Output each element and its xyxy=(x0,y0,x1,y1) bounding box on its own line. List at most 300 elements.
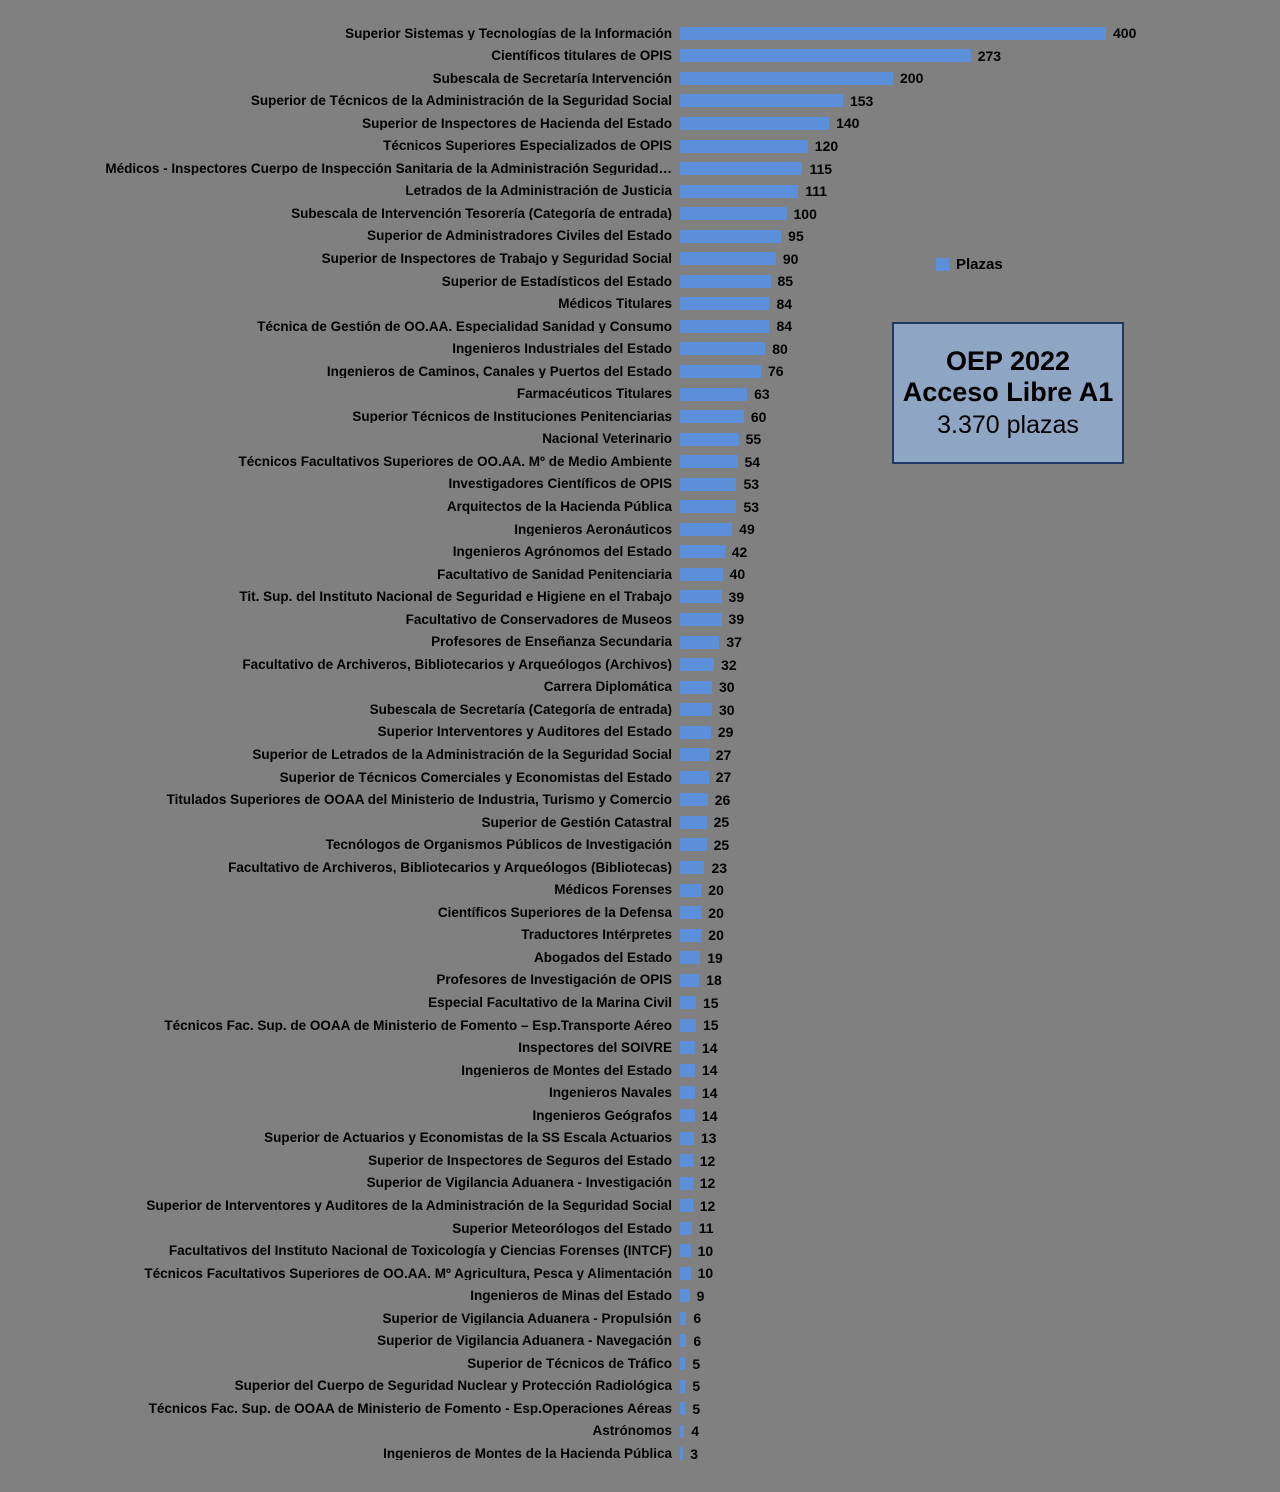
bar-value-label: 13 xyxy=(700,1130,717,1147)
callout-subtitle: Acceso Libre A1 xyxy=(902,377,1114,407)
bar xyxy=(680,816,707,829)
bar-row xyxy=(0,1420,1280,1443)
bar xyxy=(680,703,712,716)
bar-value-label: 14 xyxy=(701,1107,718,1124)
bar-value-label: 20 xyxy=(708,882,724,899)
category-label: Ingenieros de Caminos, Canales y Puertos del Estado xyxy=(326,364,672,379)
bar-value-label: 6 xyxy=(693,1310,702,1327)
bar-value-label: 14 xyxy=(701,1062,718,1079)
bar-value-label: 55 xyxy=(745,431,762,448)
bar xyxy=(680,906,701,919)
bar xyxy=(680,748,709,761)
category-label: Ingenieros de Montes de la Hacienda Pública xyxy=(383,1446,672,1461)
bar-row xyxy=(0,45,1280,68)
category-label: Subescala de Intervención Tesorería (Categoría de entrada) xyxy=(291,206,672,221)
bar xyxy=(680,1447,683,1460)
bar-row xyxy=(0,811,1280,834)
category-label: Superior de Actuarios y Economistas de la SS Escala Actuarios xyxy=(264,1131,672,1145)
bar-track xyxy=(680,1221,1280,1235)
bar-value-label: 273 xyxy=(977,47,1002,64)
bar-value-label: 27 xyxy=(715,746,732,763)
bar-track xyxy=(680,906,1280,920)
category-label: Tit. Sup. del Instituto Nacional de Seguridad e Higiene en el Trabajo xyxy=(239,590,672,604)
bar xyxy=(680,1177,693,1190)
bar-value-label: 25 xyxy=(713,836,730,853)
bar-row xyxy=(0,969,1280,992)
category-label: Ingenieros Geógrafos xyxy=(532,1108,672,1123)
bar-value-label: 10 xyxy=(697,1265,714,1282)
bar-track xyxy=(680,838,1280,852)
category-label: Técnica de Gestión de OO.AA. Especialidad Sanidad y Consumo xyxy=(257,319,672,334)
bar-row xyxy=(0,1217,1280,1240)
bar-row xyxy=(0,1352,1280,1375)
bar-value-label: 90 xyxy=(782,250,799,267)
bar-track xyxy=(680,297,1280,311)
bar xyxy=(680,861,704,874)
bar-track xyxy=(680,635,1280,649)
bar-row xyxy=(0,901,1280,924)
bar xyxy=(680,613,722,626)
category-label: Superior de Interventores y Auditores de la Administración de la Seguridad Social xyxy=(146,1198,672,1213)
category-label: Traductores Intérpretes xyxy=(521,928,672,942)
bar xyxy=(680,1154,693,1167)
bar-track xyxy=(680,996,1280,1010)
bar-row xyxy=(0,1285,1280,1308)
bar-track xyxy=(680,184,1280,198)
category-label: Facultativo de Conservadores de Museos xyxy=(405,612,672,627)
category-label: Superior de Vigilancia Aduanera - Investigación xyxy=(366,1176,672,1190)
bar-row xyxy=(0,157,1280,180)
bar-row xyxy=(0,856,1280,879)
bar-track xyxy=(680,1311,1280,1325)
bar xyxy=(680,49,971,62)
bar-track xyxy=(680,567,1280,581)
bar xyxy=(680,681,712,694)
bar xyxy=(680,230,781,243)
bar-value-label: 4 xyxy=(691,1423,700,1440)
category-label: Especial Facultativo de la Marina Civil xyxy=(428,996,672,1010)
bar-value-label: 80 xyxy=(772,340,788,357)
bar-rows xyxy=(0,22,1280,1465)
bar xyxy=(680,478,736,491)
bar-row xyxy=(0,676,1280,699)
bar-value-label: 85 xyxy=(777,273,794,290)
category-label: Superior Meteorólogos del Estado xyxy=(452,1221,672,1235)
callout-title: OEP 2022 xyxy=(945,345,1071,376)
bar-row xyxy=(0,1059,1280,1082)
bar-row xyxy=(0,766,1280,789)
category-label: Abogados del Estado xyxy=(533,950,672,965)
bar-row xyxy=(0,789,1280,812)
bar-value-label: 25 xyxy=(713,814,730,831)
bar xyxy=(680,1086,695,1099)
bar-value-label: 14 xyxy=(701,1039,718,1056)
category-label: Inspectores del SOIVRE xyxy=(518,1041,672,1055)
category-label: Facultativos del Instituto Nacional de Toxicología y Ciencias Forenses (INTCF) xyxy=(168,1244,672,1258)
category-label: Superior de Técnicos de la Administración de la Seguridad Social xyxy=(250,94,672,108)
bar-track xyxy=(680,883,1280,897)
category-label: Facultativo de Sanidad Penitenciaria xyxy=(437,567,672,582)
bar-value-label: 49 xyxy=(739,521,755,538)
bar xyxy=(680,545,725,558)
category-label: Investigadores Científicos de OPIS xyxy=(448,477,672,491)
bar xyxy=(680,974,699,987)
bar-track xyxy=(680,815,1280,829)
bar xyxy=(680,207,787,220)
bar xyxy=(680,388,747,401)
bar xyxy=(680,1109,695,1122)
bar xyxy=(680,27,1106,40)
bar-value-label: 3 xyxy=(690,1445,698,1462)
bar xyxy=(680,590,722,603)
bar-row xyxy=(0,1104,1280,1127)
bar-row xyxy=(0,112,1280,135)
category-label: Arquitectos de la Hacienda Pública xyxy=(446,500,672,514)
bar-value-label: 140 xyxy=(836,115,860,132)
bar-row xyxy=(0,202,1280,225)
bar-row xyxy=(0,518,1280,541)
legend-label-plazas: Plazas xyxy=(956,256,1003,273)
bar-track xyxy=(680,1244,1280,1258)
bar-value-label: 12 xyxy=(699,1175,716,1192)
category-label: Ingenieros Navales xyxy=(548,1086,672,1100)
bar-track xyxy=(680,861,1280,875)
bar-track xyxy=(680,1266,1280,1280)
bar xyxy=(680,771,709,784)
bar-row xyxy=(0,247,1280,270)
category-label: Científicos Superiores de la Defensa xyxy=(437,905,672,920)
category-label: Técnicos Facultativos Superiores de OO.AA. Mº Agricultura, Pesca y Alimentación xyxy=(144,1266,672,1281)
category-label: Letrados de la Administración de Justicia xyxy=(405,184,672,198)
category-label: Subescala de Secretaría (Categoría de entrada) xyxy=(369,702,672,717)
bar-track xyxy=(680,1447,1280,1461)
bar xyxy=(680,1402,685,1415)
category-label: Científicos titulares de OPIS xyxy=(491,49,672,63)
bar-row xyxy=(0,225,1280,248)
bar xyxy=(680,410,744,423)
bar-value-label: 12 xyxy=(699,1152,716,1169)
bar xyxy=(680,1334,686,1347)
bar-track xyxy=(680,162,1280,176)
bar-value-label: 53 xyxy=(743,476,760,493)
bar xyxy=(680,275,771,288)
bar-track xyxy=(680,500,1280,514)
bar-value-label: 115 xyxy=(809,160,833,177)
bar-track xyxy=(680,1086,1280,1100)
category-label: Ingenieros de Minas del Estado xyxy=(470,1289,672,1303)
bar xyxy=(680,365,761,378)
bar-value-label: 20 xyxy=(708,904,724,921)
bar-row xyxy=(0,541,1280,564)
bar-row xyxy=(0,1172,1280,1195)
category-label: Profesores de Investigación de OPIS xyxy=(436,973,672,987)
category-label: Superior de Gestión Catastral xyxy=(481,815,672,830)
category-label: Superior de Técnicos de Tráfico xyxy=(467,1356,672,1371)
category-label: Superior Sistemas y Tecnologías de la Información xyxy=(345,26,672,41)
bar xyxy=(680,342,765,355)
category-label: Titulados Superiores de OOAA del Ministerio de Industria, Turismo y Comercio xyxy=(166,793,672,807)
bar-value-label: 76 xyxy=(767,363,784,380)
category-label: Técnicos Fac. Sup. de OOAA de Ministerio de Fomento - Esp.Operaciones Aéreas xyxy=(148,1401,672,1416)
bar xyxy=(680,838,707,851)
bar-track xyxy=(680,703,1280,717)
bar-track xyxy=(680,748,1280,762)
bar-row xyxy=(0,1194,1280,1217)
bar-value-label: 18 xyxy=(706,972,722,989)
bar xyxy=(680,162,802,175)
bar-row xyxy=(0,1037,1280,1060)
bar-value-label: 84 xyxy=(776,295,793,312)
bar-row xyxy=(0,563,1280,586)
category-label: Superior de Vigilancia Aduanera - Propulsión xyxy=(382,1311,672,1326)
bar-row xyxy=(0,721,1280,744)
bar xyxy=(680,72,893,85)
bar-row xyxy=(0,270,1280,293)
bar-value-label: 20 xyxy=(708,927,724,944)
chart-legend xyxy=(936,256,1003,273)
bar xyxy=(680,658,714,671)
category-label: Ingenieros Aeronáuticos xyxy=(514,522,672,537)
bar-value-label: 30 xyxy=(718,679,735,696)
bar-track xyxy=(680,1334,1280,1348)
bar-track xyxy=(680,1357,1280,1371)
category-label: Ingenieros Agrónomos del Estado xyxy=(452,545,672,559)
bar-track xyxy=(680,1109,1280,1123)
bar-row xyxy=(0,1014,1280,1037)
bar-track xyxy=(680,1131,1280,1145)
bar-track xyxy=(680,680,1280,694)
bar xyxy=(680,1380,685,1393)
bar-row xyxy=(0,608,1280,631)
bar xyxy=(680,884,701,897)
bar xyxy=(680,455,738,468)
bar-row xyxy=(0,135,1280,158)
bar-value-label: 12 xyxy=(699,1197,716,1214)
category-label: Médicos Titulares xyxy=(558,297,672,311)
bar-track xyxy=(680,139,1280,153)
bar-row xyxy=(0,1240,1280,1263)
bar-value-label: 39 xyxy=(728,611,745,628)
category-label: Subescala de Secretaría Intervención xyxy=(432,71,672,86)
category-label: Superior del Cuerpo de Seguridad Nuclear y Protección Radiológica xyxy=(234,1379,672,1393)
category-label: Superior de Inspectores de Hacienda del Estado xyxy=(362,116,672,131)
bar-track xyxy=(680,1289,1280,1303)
bar-value-label: 5 xyxy=(692,1355,701,1372)
bar xyxy=(680,94,843,107)
bar-value-label: 5 xyxy=(692,1400,701,1417)
bar-track xyxy=(680,973,1280,987)
bar xyxy=(680,523,732,536)
bar-row xyxy=(0,67,1280,90)
bar-value-label: 9 xyxy=(696,1287,705,1304)
bar-value-label: 53 xyxy=(743,498,760,515)
bar-row xyxy=(0,631,1280,654)
bar-track xyxy=(680,951,1280,965)
bar xyxy=(680,996,696,1009)
bar xyxy=(680,929,701,942)
bar-value-label: 15 xyxy=(702,994,719,1011)
bar-value-label: 5 xyxy=(692,1378,701,1395)
bar-value-label: 54 xyxy=(744,453,761,470)
bar-track xyxy=(680,590,1280,604)
category-label: Superior de Vigilancia Aduanera - Navegación xyxy=(377,1334,672,1348)
bar xyxy=(680,140,808,153)
bar-track xyxy=(680,928,1280,942)
bar xyxy=(680,1019,696,1032)
bar xyxy=(680,1041,695,1054)
bar-track xyxy=(680,1154,1280,1168)
bar xyxy=(680,1267,691,1280)
bar-value-label: 14 xyxy=(701,1084,718,1101)
category-label: Médicos Forenses xyxy=(554,883,672,897)
bar xyxy=(680,500,736,513)
bar-row xyxy=(0,834,1280,857)
bar-row xyxy=(0,473,1280,496)
bar-track xyxy=(680,1063,1280,1077)
callout-total: 3.370 plazas xyxy=(937,411,1079,440)
bar-value-label: 26 xyxy=(714,791,731,808)
bar-value-label: 15 xyxy=(702,1017,719,1034)
bar xyxy=(680,433,739,446)
bar-row xyxy=(0,1127,1280,1150)
bar-value-label: 63 xyxy=(754,386,770,403)
bar-value-label: 29 xyxy=(717,724,734,741)
bar-track xyxy=(680,49,1280,63)
bar-value-label: 11 xyxy=(698,1220,714,1237)
category-label: Técnicos Facultativos Superiores de OO.AA. Mº de Medio Ambiente xyxy=(238,454,672,469)
bar-track xyxy=(680,1041,1280,1055)
category-label: Farmacéuticos Titulares xyxy=(516,387,672,401)
legend-swatch-plazas xyxy=(936,258,949,271)
bar-value-label: 153 xyxy=(849,92,874,109)
bar-row xyxy=(0,1149,1280,1172)
bar-row xyxy=(0,879,1280,902)
bar-row xyxy=(0,1082,1280,1105)
bar-track xyxy=(680,522,1280,536)
category-label: Profesores de Enseñanza Secundaria xyxy=(431,635,672,649)
bar-value-label: 42 xyxy=(731,543,748,560)
bar-track xyxy=(680,1402,1280,1416)
category-label: Facultativo de Archiveros, Bibliotecarios y Arqueólogos (Bibliotecas) xyxy=(228,860,672,875)
bar-row xyxy=(0,495,1280,518)
bar-value-label: 120 xyxy=(814,138,839,154)
bar-row xyxy=(0,946,1280,969)
bar-track xyxy=(680,71,1280,85)
bar-track xyxy=(680,612,1280,626)
bar-track xyxy=(680,1018,1280,1032)
bar xyxy=(680,1357,685,1370)
bar-value-label: 30 xyxy=(718,701,735,718)
bar xyxy=(680,793,708,806)
bar-row xyxy=(0,744,1280,767)
bar-row xyxy=(0,180,1280,203)
bar-track xyxy=(680,116,1280,130)
bar-value-label: 32 xyxy=(721,656,737,673)
bar-track xyxy=(680,545,1280,559)
bar-value-label: 27 xyxy=(715,769,732,786)
bar-row xyxy=(0,90,1280,113)
category-label: Superior de Estadísticos del Estado xyxy=(441,274,672,289)
category-label: Ingenieros Industriales del Estado xyxy=(452,342,672,356)
category-label: Nacional Veterinario xyxy=(542,432,672,446)
bar-track xyxy=(680,1199,1280,1213)
bar xyxy=(680,1199,693,1212)
category-label: Carrera Diplomática xyxy=(543,680,672,694)
category-label: Facultativo de Archiveros, Bibliotecarios y Arqueólogos (Archivos) xyxy=(242,657,672,672)
bar-row xyxy=(0,1307,1280,1330)
bar-track xyxy=(680,770,1280,784)
bar xyxy=(680,297,769,310)
bar-track xyxy=(680,1379,1280,1393)
bar-row xyxy=(0,1442,1280,1465)
bar-value-label: 40 xyxy=(729,566,746,583)
bar-row xyxy=(0,22,1280,45)
bar xyxy=(680,1289,690,1302)
bar-value-label: 10 xyxy=(697,1242,714,1259)
bar xyxy=(680,1244,691,1257)
bar-track xyxy=(680,207,1280,221)
category-label: Superior Técnicos de Instituciones Penitenciarias xyxy=(352,409,672,424)
bar-row xyxy=(0,1262,1280,1285)
category-label: Superior de Inspectores de Seguros del Estado xyxy=(368,1153,672,1168)
bar xyxy=(680,951,700,964)
bar-track xyxy=(680,1424,1280,1438)
bar-row xyxy=(0,924,1280,947)
category-label: Médicos - Inspectores Cuerpo de Inspección Sanitaria de la Administración Seguridad… xyxy=(105,161,672,176)
bar-row xyxy=(0,1330,1280,1353)
bar xyxy=(680,568,723,581)
bar xyxy=(680,636,719,649)
category-label: Tecnólogos de Organismos Públicos de Investigación xyxy=(325,838,672,852)
category-label: Superior de Técnicos Comerciales y Economistas del Estado xyxy=(279,770,672,785)
bar-value-label: 84 xyxy=(776,318,793,335)
bar-track xyxy=(680,26,1280,40)
bar-value-label: 19 xyxy=(707,949,723,966)
bar-track xyxy=(680,229,1280,243)
summary-callout xyxy=(892,322,1124,464)
bar-track xyxy=(680,658,1280,672)
bar-value-label: 200 xyxy=(900,70,924,87)
bar-row xyxy=(0,293,1280,316)
bar xyxy=(680,320,769,333)
category-label: Superior de Letrados de la Administración de la Seguridad Social xyxy=(252,748,672,762)
bar-value-label: 23 xyxy=(711,859,728,876)
bar xyxy=(680,1222,692,1235)
bar-row xyxy=(0,698,1280,721)
bar-track xyxy=(680,274,1280,288)
bar-track xyxy=(680,793,1280,807)
bar xyxy=(680,1425,684,1438)
bar xyxy=(680,1132,694,1145)
category-label: Superior de Administradores Civiles del Estado xyxy=(367,229,672,243)
bar xyxy=(680,726,711,739)
bar-row xyxy=(0,653,1280,676)
bar-value-label: 111 xyxy=(805,183,828,200)
bar-track xyxy=(680,725,1280,739)
bar-row xyxy=(0,1375,1280,1398)
bar xyxy=(680,1064,695,1077)
category-label: Astrónomos xyxy=(592,1424,672,1438)
bar-track xyxy=(680,477,1280,491)
bar-row xyxy=(0,1397,1280,1420)
bar xyxy=(680,185,798,198)
bar xyxy=(680,1312,686,1325)
bar-value-label: 39 xyxy=(728,588,745,605)
bar-value-label: 100 xyxy=(793,205,817,222)
bar-value-label: 37 xyxy=(726,634,742,651)
bar-value-label: 95 xyxy=(788,228,804,245)
bar xyxy=(680,117,829,130)
